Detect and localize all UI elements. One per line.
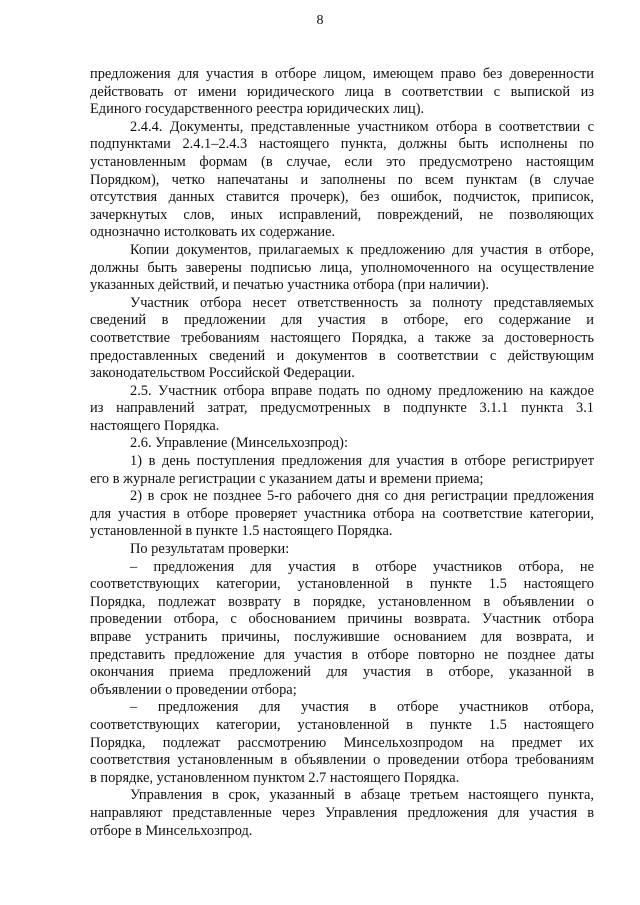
text-line: его в журнале регистрации с указанием даты и времени приема; xyxy=(90,470,484,487)
text-line: сведений в предложении для участия в отборе, его содержание и xyxy=(90,312,594,329)
text-line: должны быть заверены подписью лица, уполномоченного на осуществление xyxy=(90,259,594,276)
text-line: Порядка, подлежат рассмотрению Минсельхозпродом на предмет их xyxy=(90,734,594,751)
text-line: – предложения для участия в отборе участников отбора, не xyxy=(130,558,594,575)
paragraph xyxy=(90,541,594,559)
text-line: действовать от имени юридического лица в соответствии с выпиской из xyxy=(90,83,594,100)
text-line: Копии документов, прилагаемых к предложению для участия в отборе, xyxy=(130,241,594,258)
text-line: 2.5. Участник отбора вправе подать по одному предложению на каждое xyxy=(130,382,594,399)
text-line: предоставленных сведений и документов в соответствии с действующим xyxy=(90,347,594,364)
text-line: соответствующих категории, установленной в пункте 1.5 настоящего xyxy=(90,576,594,593)
document-body xyxy=(90,66,594,840)
paragraph xyxy=(90,295,594,383)
text-line: Управления в срок, указанный в абзаце третьем настоящего пункта, xyxy=(130,787,594,804)
text-line: окончания приема предложений для участия в отборе, указанной в xyxy=(90,664,594,681)
text-line: установленной в пункте 1.5 настоящего Порядка. xyxy=(90,523,393,540)
text-line: Участник отбора несет ответственность за полноту представляемых xyxy=(130,294,594,311)
text-line: в порядке, установленном пунктом 2.7 настоящего Порядка. xyxy=(90,769,460,786)
text-line: отсутствия данных ставится прочерк), без ошибок, подчисток, приписок, xyxy=(90,189,594,206)
paragraph xyxy=(90,488,594,541)
text-line: – предложения для участия в отборе участников отбора, xyxy=(130,699,594,716)
text-line: подпунктами 2.4.1–2.4.3 настоящего пункта, должны быть исполнены по xyxy=(90,136,594,153)
text-line: По результатам проверки: xyxy=(130,541,290,558)
text-line: настоящего Порядка. xyxy=(90,417,220,434)
text-line: установленным формам (в случае, если это предусмотрено настоящим xyxy=(90,153,594,170)
text-line: Единого государственного реестра юридических лиц). xyxy=(90,101,425,118)
paragraph xyxy=(90,119,594,242)
text-line: для участия в отборе проверяет участника отбора на соответствие категории, xyxy=(90,505,594,522)
paragraph xyxy=(90,383,594,436)
text-line: 2) в срок не позднее 5-го рабочего дня со дня регистрации предложения xyxy=(130,488,594,505)
text-line: из направлений затрат, предусмотренных в подпункте 3.1.1 пункта 3.1 xyxy=(90,400,594,417)
paragraph xyxy=(90,787,594,840)
text-line: Порядка, подлежат возврату в порядке, установленном в объявлении о xyxy=(90,593,594,610)
text-line: соответствия установленным в объявлении о проведении отбора требованиям xyxy=(90,752,594,769)
text-line: 2.6. Управление (Минсельхозпрод): xyxy=(130,435,348,452)
text-line: объявлении о проведении отбора; xyxy=(90,681,297,698)
text-line: 1) в день поступления предложения для участия в отборе регистрирует xyxy=(130,453,594,470)
text-line: законодательством Российской Федерации. xyxy=(90,365,355,382)
text-line: соответствующих категории, установленной в пункте 1.5 настоящего xyxy=(90,716,594,733)
paragraph xyxy=(90,559,594,700)
text-line: однозначно истолковать их содержание. xyxy=(90,224,336,241)
text-line: отборе в Минсельхозпрод. xyxy=(90,822,253,839)
text-line: 2.4.4. Документы, представленные участником отбора в соответствии с xyxy=(130,118,594,135)
page-number: 8 xyxy=(316,13,324,28)
text-line: проведении отбора, с обоснованием причины возврата. Участник отбора xyxy=(90,611,594,628)
paragraph xyxy=(90,242,594,295)
text-line: зачеркнутых слов, иных исправлений, повреждений, не позволяющих xyxy=(90,206,594,223)
text-line: указанных действий, и печатью участника отбора (при наличии). xyxy=(90,277,490,294)
text-line: направляют представленные через Управления предложения для участия в xyxy=(90,804,594,821)
paragraph xyxy=(90,699,594,787)
text-line: вправе устранить причины, послужившие основанием для возврата, и xyxy=(90,629,594,645)
paragraph xyxy=(90,435,594,453)
text-line: Порядком), четко напечатаны и заполнены по всем пунктам (в случае xyxy=(90,171,594,188)
paragraph xyxy=(90,66,594,119)
text-line: представить предложение для участия в отборе повторно не позднее даты xyxy=(90,646,594,663)
paragraph xyxy=(90,453,594,488)
text-line: соответствие требованиям настоящего Порядка, а также за достоверность xyxy=(90,329,594,346)
text-line: предложения для участия в отборе лицом, имеющем право без доверенности xyxy=(90,66,594,82)
